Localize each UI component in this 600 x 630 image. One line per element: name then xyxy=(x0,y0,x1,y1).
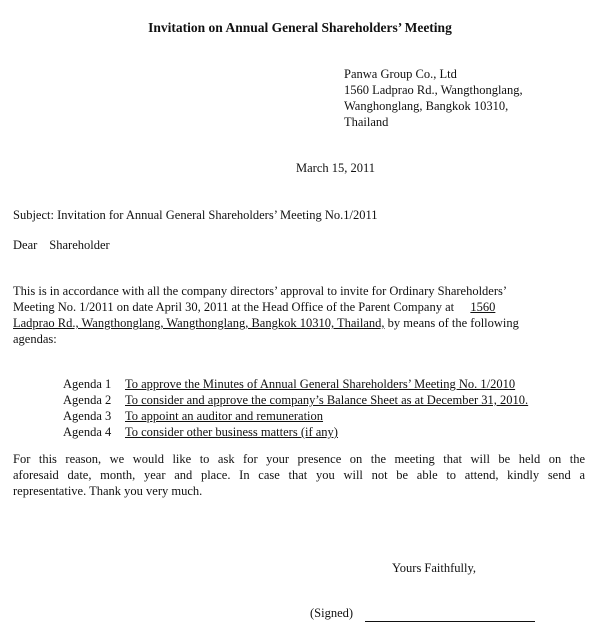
body2-line2: aforesaid date, month, year and place. In case that you will not be able to attend, kindly send a xyxy=(13,468,585,482)
body1-line2 xyxy=(13,299,585,315)
agenda-label: Agenda 1 xyxy=(63,377,112,391)
agenda-item xyxy=(63,376,515,392)
sender-company: Panwa Group Co., Ltd xyxy=(344,67,457,81)
document-title: Invitation on Annual General Shareholders’ Meeting xyxy=(148,20,452,35)
agenda-text: To consider other business matters (if any) xyxy=(125,425,338,439)
meeting-address-part2: Ladprao Rd., Wangthonglang, Wangthonglang, Bangkok 10310, Thailand, xyxy=(13,316,385,330)
agenda-item xyxy=(63,424,338,440)
signature-line xyxy=(365,621,535,622)
agenda-item xyxy=(63,408,323,424)
body1-line3-text: by means of the following xyxy=(387,316,519,330)
salutation-dear: Dear xyxy=(13,238,38,252)
body2-line1: For this reason, we would like to ask for your presence on the meeting that will be held on the xyxy=(13,452,585,466)
agenda-label: Agenda 4 xyxy=(63,425,112,439)
agenda-item xyxy=(63,392,528,408)
sender-country: Thailand xyxy=(344,115,389,129)
body1-line3 xyxy=(13,315,585,331)
body1-line2-text: Meeting No. 1/2011 on date April 30, 2011 at the Head Office of the Parent Company at xyxy=(13,300,455,314)
signed-label: (Signed) xyxy=(310,606,354,620)
salutation-recipient: Shareholder xyxy=(49,238,110,252)
sender-city: Wanghonglang, Bangkok 10310, xyxy=(344,99,509,113)
agenda-label: Agenda 2 xyxy=(63,393,112,407)
agenda-text: To consider and approve the company’s Balance Sheet as at December 31, 2010. xyxy=(125,393,529,407)
closing: Yours Faithfully, xyxy=(392,561,477,575)
body1-line4: agendas: xyxy=(13,332,57,346)
agenda-label: Agenda 3 xyxy=(63,409,112,423)
letter-date: March 15, 2011 xyxy=(296,161,376,175)
agenda-text: To appoint an auditor and remuneration xyxy=(125,409,324,423)
agenda-text: To approve the Minutes of Annual General Shareholders’ Meeting No. 1/2010 xyxy=(125,377,516,391)
salutation xyxy=(13,237,110,253)
body2-line3: representative. Thank you very much. xyxy=(13,484,203,498)
letter-subject: Subject: Invitation for Annual General Shareholders’ Meeting No.1/2011 xyxy=(13,208,378,222)
body1-line1: This is in accordance with all the company directors’ approval to invite for Ordinary Shareholders’ xyxy=(13,284,508,298)
sender-street: 1560 Ladprao Rd., Wangthonglang, xyxy=(344,83,523,97)
meeting-address-part1: 1560 xyxy=(470,300,496,314)
